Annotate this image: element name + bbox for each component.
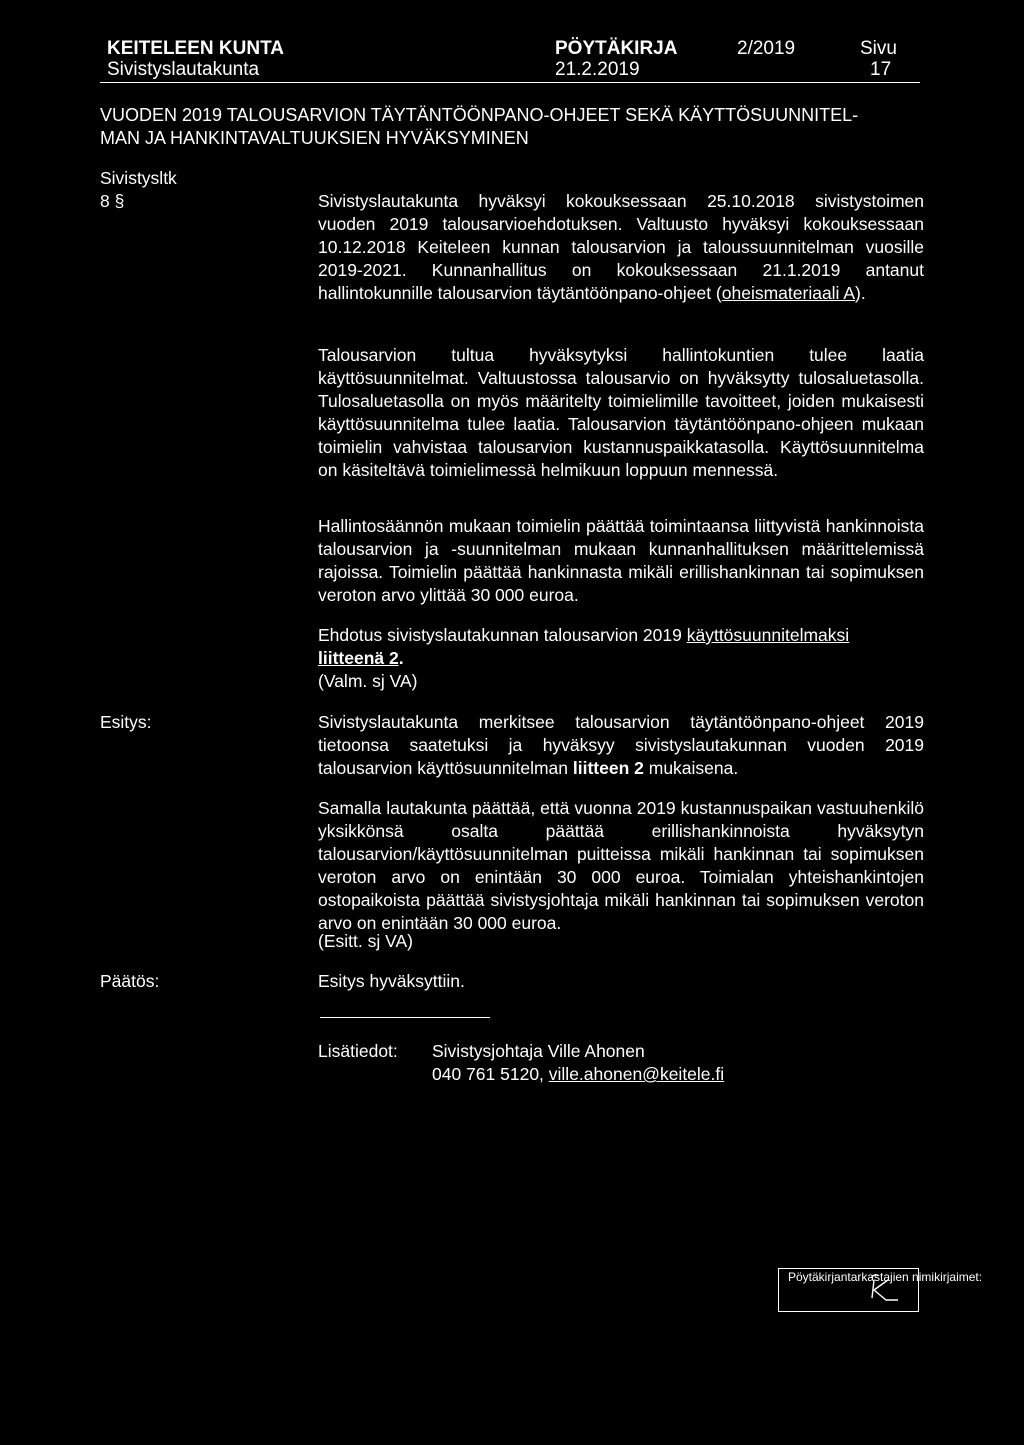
contact-phone: 040 761 5120, (432, 1064, 549, 1084)
proposal-text: Sivistyslautakunta merkitsee talousarvion täytäntöönpano-ohjeet 2019 tietoonsa saatetuksi ja hyväksyy sivistyslautakunnan vuoden 2019 talousarvion käyttösuunnitelman liitteen 2 mukaisena. (318, 712, 924, 778)
contact-email-link[interactable]: ville.ahonen@keitele.fi (548, 1064, 725, 1084)
decision-divider (320, 1017, 490, 1018)
header-rule (100, 82, 920, 83)
page-label: Sivu (860, 38, 897, 59)
contact-name: Sivistysjohtaja Ville Ahonen (432, 1041, 645, 1061)
document-number: 2/2019 (737, 38, 796, 59)
meeting-date: 21.2.2019 (555, 59, 640, 80)
paragraph-usage-plan: Talousarvion tultua hyväksytyksi hallintokuntien tulee laatia käyttösuunnitelmat. Valtuustossa talousarvio on hyväksytty tulosaluetasolla. Tulosaluetasolla on myös määritelty toimielimille tavoitteet, joiden mukaisesti käyttösuunnitelma tulee laatia. Talousarvion täytäntöönpano-ohjeen mukaan toimielin vahvistaa talousarvion kustannuspaikkatasolla. Käyttösuunnitelma on käsiteltävä toimielimessä helmikuun loppuun mennessä. (318, 345, 924, 480)
document-type: PÖYTÄKIRJA (555, 38, 678, 59)
paragraph-procurement: Hallintosäännön mukaan toimielin päättää toimintaansa liittyvistä hankinnoista talousarvion ja -suunnitelman mukaan kunnanhallituksen määrittelemissä rajoissa. Toimielin päättää hankinnasta mikäli erillishankinnan tai sopimuksen veroton arvo ylittää 30 000 euroa. (318, 516, 924, 605)
contact-details (432, 1063, 724, 1086)
prepared-by: (Valm. sj VA) (318, 671, 418, 691)
department-name: Sivistyslautakunta (107, 59, 260, 80)
signature-label: Pöytäkirjantarkastajien nimikirjaimet: (788, 1270, 983, 1284)
proposal-text-2: Samalla lautakunta päättää, että vuonna 2019 kustannuspaikan vastuuhenkilö yksikkönsä osalta päättää erillishankinnoista hyväksytyn talousarvion/käyttösuunnitelman puitteissa mikäli hankinnan tai sopimuksen veroton arvo on enintään 30 000 euroa. Toimialan yhteishankintojen ostopaikoista päättää sivistysjohtaja mikäli hankinnan tai sopimuksen veroton arvo on enintään 30 000 euroa. (318, 798, 924, 933)
title-line-1: VUODEN 2019 TALOUSARVION TÄYTÄNTÖÖNPANO-OHJEET SEKÄ KÄYTTÖSUUNNITEL- (100, 105, 859, 125)
contact-label: Lisätiedot: (318, 1041, 398, 1061)
committee-label: Sivistysltk (100, 168, 177, 188)
paragraph-proposal-draft: Ehdotus sivistyslautakunnan talousarvion 2019 käyttösuunnitelmaksi liitteenä 2. (Valm. sj VA) (318, 624, 924, 693)
decision-label: Päätös: (100, 971, 160, 991)
page-title (100, 104, 920, 150)
section-number: 8 § (100, 191, 125, 211)
usage-plan-link[interactable]: käyttösuunnitelmaksi (686, 625, 850, 645)
page-number: 17 (870, 59, 892, 80)
presenter: (Esitt. sj VA) (318, 931, 413, 951)
attachment-link-a[interactable]: oheismateriaali A (721, 283, 856, 303)
proposal-label: Esitys: (100, 712, 152, 732)
title-line-2: MAN JA HANKINTAVALTUUKSIEN HYVÄKSYMINEN (100, 128, 529, 148)
decision-text: Esitys hyväksyttiin. (318, 971, 465, 991)
attachment-2-link[interactable]: liitteenä 2 (318, 648, 399, 668)
org-name: KEITELEEN KUNTA (107, 38, 284, 59)
reviewer-initials-signature-1 (868, 1270, 918, 1310)
paragraph-background: Sivistyslautakunta hyväksyi kokouksessaan 25.10.2018 sivistystoimen vuoden 2019 talousarvioehdotuksen. Valtuusto hyväksyi kokouksessaan 10.12.2018 Keiteleen kunnan talousarvion ja taloussuunnitelman vuosille 2019-2021. Kunnanhallitus on kokouksessaan 21.1.2019 antanut hallintokunnille talousarvion täytäntöönpano-ohjeet (oheismateriaali A). (318, 191, 924, 303)
